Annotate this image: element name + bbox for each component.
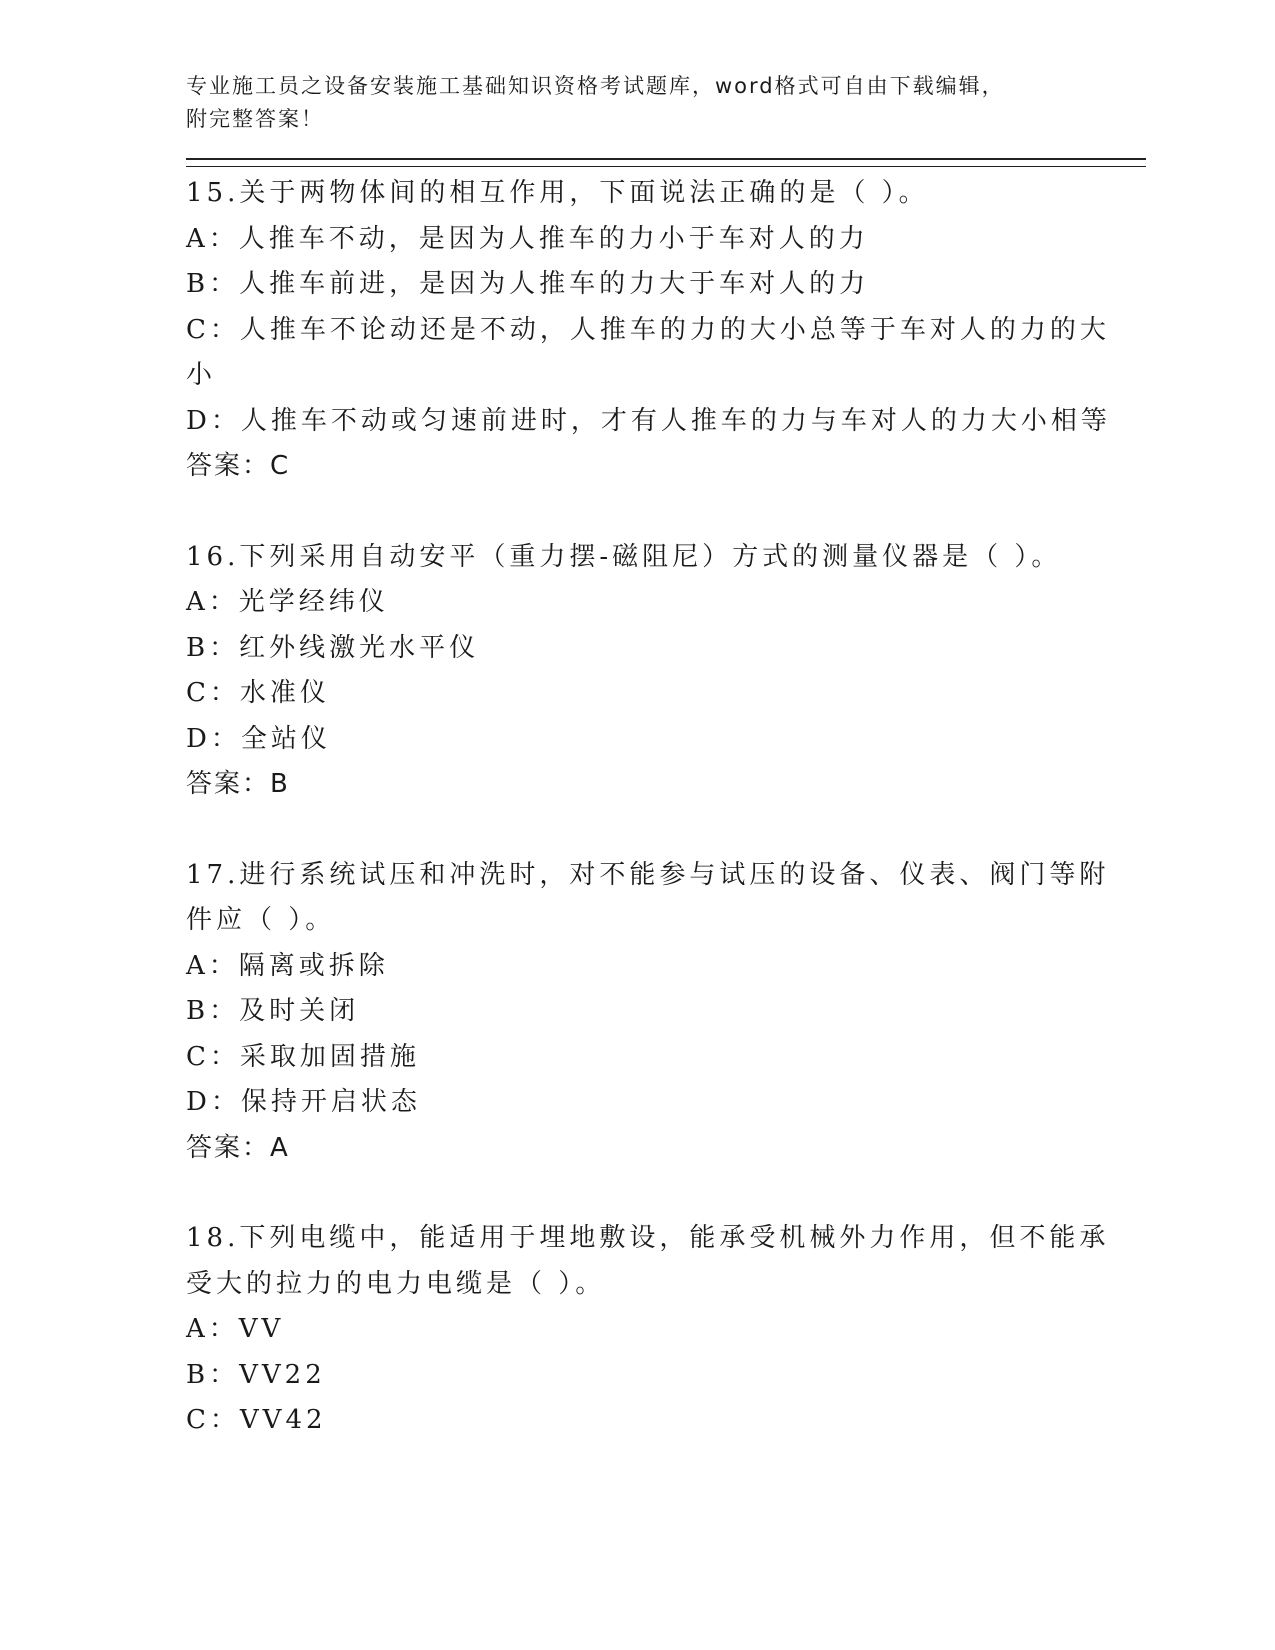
option-line: C：水准仪 (186, 678, 330, 708)
question-block (186, 171, 1146, 490)
option-line: D：全站仪 (186, 723, 331, 754)
header-title-line-2: 附完整答案！ (186, 107, 324, 131)
question-block (186, 1216, 1146, 1444)
question-stem-line: 17.进行系统试压和冲洗时，对不能参与试压的设备、仪表、阀门等附 (186, 859, 1110, 890)
question-spacer (186, 808, 1146, 853)
question-block (186, 853, 1146, 1172)
answer-line: 答案：B (186, 769, 290, 799)
option-line: C：采取加固措施 (186, 1041, 420, 1072)
answer-line: 答案：C (186, 451, 291, 481)
answer-line: 答案：A (186, 1132, 290, 1163)
question-list (186, 171, 1146, 1444)
question-stem-line: 18.下列电缆中，能适用于埋地敷设，能承受机械外力作用，但不能承 (186, 1223, 1110, 1253)
header-divider (186, 158, 1146, 167)
question-stem-line: 件应（ ）。 (186, 905, 336, 935)
option-line: 小 (186, 360, 217, 390)
option-line: B：红外线激光水平仪 (186, 632, 480, 663)
question-spacer (186, 490, 1146, 535)
option-line: A：光学经纬仪 (186, 587, 389, 617)
option-line: B：VV22 (186, 1359, 326, 1390)
question-spacer (186, 1171, 1146, 1216)
document-header (186, 70, 1146, 136)
document-page (186, 70, 1146, 1444)
option-line: A：隔离或拆除 (186, 950, 389, 981)
option-line: D：人推车不动或匀速前进时，才有人推车的力与车对人的力大小相等 (186, 405, 1111, 436)
option-line: A：人推车不动，是因为人推车的力小于车对人的力 (186, 223, 869, 254)
option-line: B：人推车前进，是因为人推车的力大于车对人的力 (186, 269, 870, 299)
question-block (186, 535, 1146, 808)
option-line: C：人推车不论动还是不动，人推车的力的大小总等于车对人的力的大 (186, 314, 1110, 345)
header-title-line-1: 专业施工员之设备安装施工基础知识资格考试题库，word格式可自由下载编辑， (186, 74, 1005, 98)
option-line: B：及时关闭 (186, 996, 360, 1026)
option-line: C：VV42 (186, 1405, 327, 1435)
question-stem-line: 16.下列采用自动安平（重力摆-磁阻尼）方式的测量仪器是（ ）。 (186, 541, 1062, 572)
question-stem-line: 受大的拉力的电力电缆是（ ）。 (186, 1268, 606, 1299)
option-line: A：VV (186, 1314, 285, 1344)
option-line: D：保持开启状态 (186, 1087, 421, 1117)
question-stem-line: 15.关于两物体间的相互作用，下面说法正确的是（ ）。 (186, 178, 929, 208)
